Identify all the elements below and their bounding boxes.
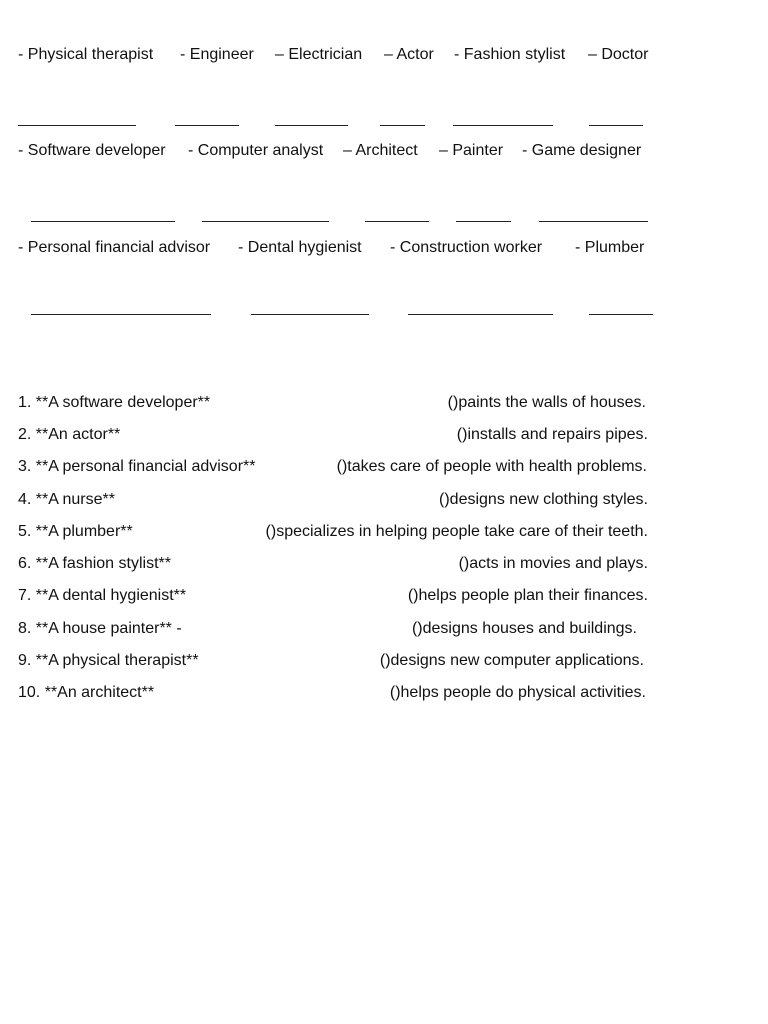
match-term-7: 7. **A dental hygienist** [18, 587, 187, 604]
match-term-2: 2. **An actor** [18, 426, 121, 443]
match-definition-10: ()helps people do physical activities. [389, 684, 646, 701]
answer-blank[interactable] [365, 221, 429, 222]
word-game-designer: - Game designer [522, 142, 642, 159]
match-term-1: 1. **A software developer** [18, 394, 211, 411]
word-personal-financial-advisor: - Personal financial advisor [18, 239, 211, 256]
match-term-6: 6. **A fashion stylist** [18, 555, 171, 572]
match-definition-3: ()takes care of people with health problems. [336, 458, 647, 475]
word-dental-hygienist: - Dental hygienist [238, 239, 362, 256]
match-term-9: 9. **A physical therapist** [18, 652, 199, 669]
answer-blank[interactable] [456, 221, 511, 222]
match-term-5: 5. **A plumber** [18, 523, 133, 540]
word-painter: – Painter [439, 142, 504, 159]
match-term-8: 8. **A house painter** - [18, 620, 182, 637]
match-definition-8: ()designs houses and buildings. [411, 620, 637, 637]
match-term-3: 3. **A personal financial advisor** [18, 458, 256, 475]
word-doctor: – Doctor [588, 46, 649, 63]
word-plumber: - Plumber [575, 239, 645, 256]
match-definition-2: ()installs and repairs pipes. [456, 426, 648, 443]
word-engineer: - Engineer [180, 46, 254, 63]
match-definition-5: ()specializes in helping people take care of their teeth. [265, 523, 648, 540]
word-architect: – Architect [343, 142, 418, 159]
match-definition-1: ()paints the walls of houses. [447, 394, 646, 411]
word-physical-therapist: - Physical therapist [18, 46, 154, 63]
match-definition-4: ()designs new clothing styles. [439, 491, 648, 508]
match-definition-7: ()helps people plan their finances. [407, 587, 648, 604]
answer-blank[interactable] [275, 125, 348, 126]
match-definition-9: ()designs new computer applications. [379, 652, 644, 669]
answer-blank[interactable] [589, 314, 653, 315]
word-actor: – Actor [384, 46, 434, 63]
answer-blank[interactable] [380, 125, 425, 126]
answer-blank[interactable] [18, 125, 136, 126]
match-term-10: 10. **An architect** [18, 684, 155, 701]
answer-blank[interactable] [539, 221, 648, 222]
answer-blank[interactable] [589, 125, 643, 126]
word-electrician: – Electrician [275, 46, 363, 63]
answer-blank[interactable] [251, 314, 369, 315]
answer-blank[interactable] [453, 125, 553, 126]
answer-blank[interactable] [175, 125, 239, 126]
answer-blank[interactable] [202, 221, 329, 222]
answer-blank[interactable] [408, 314, 553, 315]
word-computer-analyst: - Computer analyst [188, 142, 324, 159]
word-fashion-stylist: - Fashion stylist [454, 46, 566, 63]
answer-blank[interactable] [31, 221, 175, 222]
answer-blank[interactable] [31, 314, 211, 315]
word-construction-worker: - Construction worker [390, 239, 543, 256]
match-term-4: 4. **A nurse** [18, 491, 115, 508]
word-software-developer: - Software developer [18, 142, 166, 159]
match-definition-6: ()acts in movies and plays. [458, 555, 648, 572]
